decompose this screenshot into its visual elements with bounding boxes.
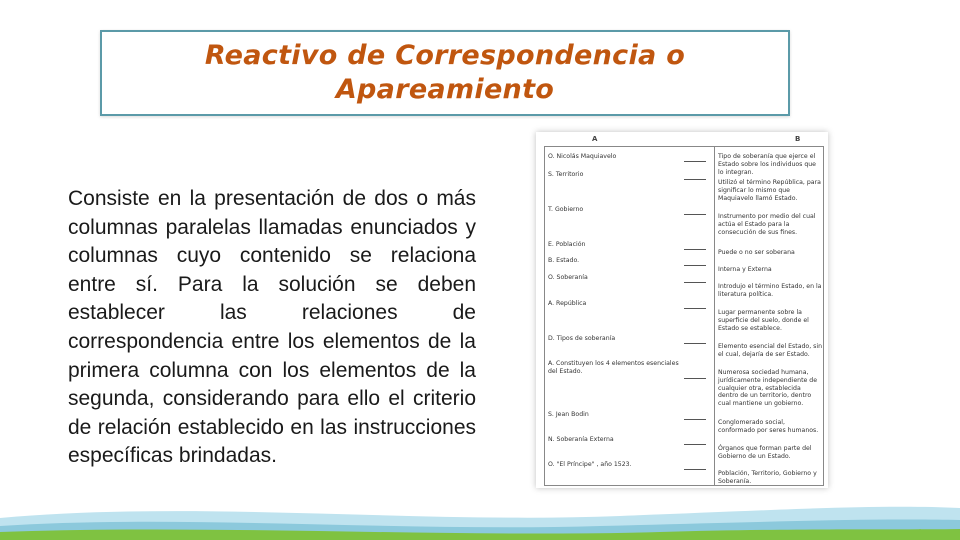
body-paragraph: Consiste en la presentación de dos o más columnas paralelas llamadas enunciados y columnas cuyo contenido se relaciona entre sí. Para la solución se deben establecer las relaciones de correspondencia entre los elementos de la primera columna con los elementos de la segunda, considerando para ello el criterio de relación establecido en las instrucciones específicas brindadas. bbox=[68, 187, 476, 468]
answer-blank bbox=[684, 469, 706, 470]
column-b-item: Puede o no ser soberana bbox=[718, 249, 795, 256]
answer-blank bbox=[684, 161, 706, 162]
column-a-item: A. Constituyen los 4 elementos esenciales del Estado. bbox=[548, 360, 679, 375]
matching-table bbox=[544, 146, 824, 486]
column-a-item: A. República bbox=[548, 300, 587, 307]
column-a-item: B. Estado. bbox=[548, 257, 580, 264]
column-a-item: D. Tipos de soberanía bbox=[548, 335, 616, 342]
column-b-item: Utilizó el término República, para significar lo mismo que Maquiavelo llamó Estado. bbox=[718, 179, 821, 202]
column-a-item: S. Territorio bbox=[548, 171, 584, 178]
answer-blank bbox=[684, 308, 706, 309]
answer-blank bbox=[684, 265, 706, 266]
column-a-header: A bbox=[592, 135, 598, 143]
title-box bbox=[100, 30, 790, 116]
answer-blank bbox=[684, 282, 706, 283]
answer-blank bbox=[684, 249, 706, 250]
column-b-item: Lugar permanente sobre la superficie del suelo, donde el Estado se establece. bbox=[718, 309, 809, 332]
answer-blank bbox=[684, 444, 706, 445]
answer-blank bbox=[684, 419, 706, 420]
answer-blank bbox=[684, 378, 706, 379]
column-b-item: Introdujo el término Estado, en la literatura política. bbox=[718, 283, 822, 298]
column-a-item: T. Gobierno bbox=[548, 206, 584, 213]
title-line-2: Apareamiento bbox=[335, 74, 555, 105]
column-a-item: O. Nicolás Maquiavelo bbox=[548, 153, 617, 160]
answer-blank bbox=[684, 343, 706, 344]
title-line-1: Reactivo de Correspondencia o bbox=[204, 40, 686, 71]
column-b-item: Conglomerado social, conformado por seres humanos. bbox=[718, 419, 819, 434]
column-b-item: Numerosa sociedad humana, jurídicamente independiente de cualquier otra, establecida dentro de un territorio, dentro cual mantiene un gobierno. bbox=[718, 369, 818, 408]
answer-blank bbox=[684, 179, 706, 180]
column-a-item: E. Población bbox=[548, 241, 586, 248]
column-b-item: Tipo de soberanía que ejerce el Estado sobre los individuos que lo integran. bbox=[718, 153, 816, 176]
column-b-header: B bbox=[795, 135, 801, 143]
column-b-item: Interna y Externa bbox=[718, 266, 772, 273]
column-a-item: O. "El Príncipe" , año 1523. bbox=[548, 461, 632, 468]
decorative-waves bbox=[0, 480, 960, 540]
answer-blank bbox=[684, 214, 706, 215]
column-b-item: Población, Territorio, Gobierno y Soberanía. bbox=[718, 470, 817, 485]
column-b-item: Instrumento por medio del cual actúa el Estado para la consecución de sus fines. bbox=[718, 213, 816, 236]
column-a-item: N. Soberanía Externa bbox=[548, 436, 614, 443]
column-b-item: Elemento esencial del Estado, sin el cual, dejaría de ser Estado. bbox=[718, 343, 823, 358]
column-a-item: O. Soberanía bbox=[548, 274, 588, 281]
column-b-item: Órganos que forman parte del Gobierno de un Estado. bbox=[718, 445, 812, 460]
column-divider bbox=[714, 147, 715, 485]
matching-table-image bbox=[536, 132, 828, 488]
column-a-item: S. Jean Bodin bbox=[548, 411, 589, 418]
